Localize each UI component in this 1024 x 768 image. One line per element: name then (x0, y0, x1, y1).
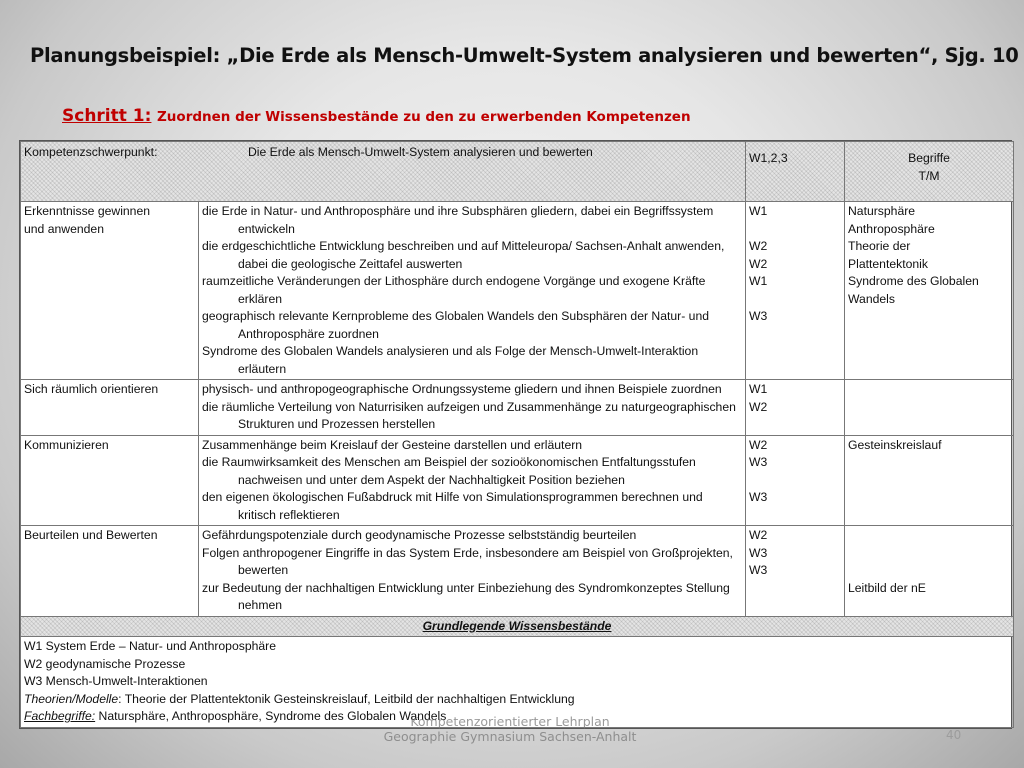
knowledge-theories (24, 691, 1010, 709)
competence-items (199, 435, 746, 526)
knowledge-ref: W2 (749, 256, 768, 271)
knowledge-w3: W3 Mensch-Umwelt-Interaktionen (24, 674, 208, 688)
term: Plattentektonik (848, 256, 928, 271)
term: Anthroposphäre (848, 221, 935, 236)
term: Wandels (848, 291, 895, 306)
step-label: Schritt 1: (62, 106, 152, 126)
knowledge-ref: W3 (749, 545, 768, 560)
term: Leitbild der nE (848, 580, 926, 595)
term: Syndrome des Globalen (848, 274, 979, 288)
knowledge-w1: W1 System Erde – Natur- und Anthroposphäre (24, 639, 277, 653)
footer-line-2: Geographie Gymnasium Sachsen-Anhalt (383, 729, 637, 744)
table-row (21, 435, 1014, 526)
competence-item: geographisch relevante Kernprobleme des Globalen Wandels den Subsphären der Natur- und Anthroposphäre zuordnen (202, 309, 710, 341)
page-number: 40 (946, 728, 962, 742)
footer-caption (340, 714, 680, 744)
competence-item: Folgen anthropogener Eingriffe in das System Erde, insbesondere am Beispiel von Großprojekten, bewerten (202, 545, 733, 577)
competence-item: Syndrome des Globalen Wandels analysieren und als Folge der Mensch-Umwelt-Interaktion erläutern (202, 344, 699, 376)
knowledge-ref (749, 221, 841, 239)
knowledge-header: Grundlegende Wissensbestände (21, 616, 1014, 637)
terms-cell (845, 435, 1014, 526)
theories-label: Theorien/Modelle (24, 691, 119, 706)
knowledge-ref: W3 (749, 455, 768, 469)
terms-cell (845, 526, 1014, 617)
knowledge-ref: W3 (749, 563, 768, 577)
competence-item: die Raumwirksamkeit des Menschen am Beispiel der sozioökonomischen Entfaltungsstufen nachweisen und unter dem Aspekt der Nachhaltigkeit Position beziehen (202, 455, 696, 487)
competence-category (21, 202, 199, 380)
header-tm: T/M (918, 168, 940, 183)
knowledge-ref: W1 (749, 274, 768, 288)
header-topic: Die Erde als Mensch-Umwelt-System analysieren und bewerten (248, 145, 593, 159)
knowledge-header-row (21, 616, 1014, 637)
knowledge-ref-cell (746, 435, 845, 526)
competence-item: physisch- und anthropogeographische Ordnungssysteme gliedern und ihnen Beispiele zuordnen (202, 382, 722, 396)
competence-item: raumzeitliche Veränderungen der Lithosphäre durch endogene Vorgänge und exogene Kräfte erklären (202, 274, 706, 306)
theories-text: : Theorie der Plattentektonik Gesteinskreislauf, Leitbild der nachhaltigen Entwicklung (118, 691, 575, 706)
knowledge-ref-cell (746, 380, 845, 436)
competence-item: zur Bedeutung der nachhaltigen Entwicklung unter Einbeziehung des Syndromkonzeptes Stellung nehmen (202, 580, 730, 612)
competence-items (199, 202, 746, 380)
knowledge-ref (749, 472, 841, 490)
terms-cell (845, 380, 1014, 436)
knowledge-w2: W2 geodynamische Prozesse (24, 656, 186, 671)
category-text: Kommunizieren (24, 437, 109, 452)
knowledge-ref: W2 (749, 239, 768, 253)
term: Gesteinskreislauf (848, 437, 942, 452)
category-text: Erkenntnisse gewinnen (24, 204, 151, 218)
competence-item: den eigenen ökologischen Fußabdruck mit Hilfe von Simulationsprogrammen berechnen und kritisch reflektieren (202, 490, 703, 522)
step-text: Zuordnen der Wissensbestände zu den zu erwerbenden Kompetenzen (157, 109, 691, 125)
competence-category (21, 380, 199, 436)
competence-category (21, 435, 199, 526)
term (848, 562, 1010, 580)
term: Theorie der (848, 239, 911, 253)
competence-item: die räumliche Verteilung von Naturrisiken aufzeigen und Zusammenhänge zu naturgeographischen Strukturen und Prozessen herstellen (202, 399, 736, 431)
term (848, 545, 1010, 563)
knowledge-ref: W2 (749, 437, 768, 452)
terms-label: Fachbegriffe: (24, 709, 96, 723)
footer-line-1: Kompetenzorientierter Lehrplan (410, 714, 610, 729)
slide-title: Planungsbeispiel: „Die Erde als Mensch-Umwelt-System analysieren und bewerten“, Sjg. 10 (30, 44, 1019, 67)
terms-text: Natursphäre, Anthroposphäre, Syndrome des Globalen Wandels (95, 709, 447, 723)
header-topic-cell (21, 142, 746, 202)
table-header-row (21, 142, 1014, 202)
knowledge-ref: W1 (749, 204, 768, 218)
knowledge-ref: W2 (749, 399, 768, 414)
term (848, 527, 1010, 545)
knowledge-ref: W1 (749, 382, 768, 396)
competence-table (19, 140, 1012, 729)
knowledge-ref (749, 291, 841, 309)
competence-item: Gefährdungspotenziale durch geodynamische Prozesse selbstständig beurteilen (202, 528, 637, 542)
header-label: Kompetenzschwerpunkt: (24, 145, 158, 159)
category-text: Sich räumlich orientieren (24, 382, 159, 396)
header-w: W1,2,3 (749, 151, 788, 165)
competence-item: die Erde in Natur- und Anthroposphäre und ihre Subsphären gliedern, dabei ein Begriffssystem entwickeln (202, 204, 714, 236)
competence-item: Zusammenhänge beim Kreislauf der Gesteine darstellen und erläutern (202, 437, 583, 452)
knowledge-ref: W3 (749, 490, 768, 504)
term: Natursphäre (848, 204, 916, 218)
header-terms-cell (845, 142, 1014, 202)
header-w-cell (746, 142, 845, 202)
competence-item: die erdgeschichtliche Entwicklung beschreiben und auf Mitteleuropa/ Sachsen-Anhalt anwenden, dabei die geologische Zeittafel auswerten (202, 239, 725, 271)
competence-items (199, 526, 746, 617)
knowledge-ref-cell (746, 202, 845, 380)
category-text: und anwenden (24, 221, 104, 236)
competence-items (199, 380, 746, 436)
category-text: Beurteilen und Bewerten (24, 528, 158, 542)
knowledge-ref: W3 (749, 309, 768, 323)
header-begriffe: Begriffe (908, 151, 950, 165)
terms-cell (845, 202, 1014, 380)
competence-category (21, 526, 199, 617)
step-subtitle (62, 106, 691, 126)
table-row (21, 202, 1014, 380)
knowledge-ref: W2 (749, 528, 768, 542)
table-row (21, 526, 1014, 617)
table-row (21, 380, 1014, 436)
knowledge-ref-cell (746, 526, 845, 617)
